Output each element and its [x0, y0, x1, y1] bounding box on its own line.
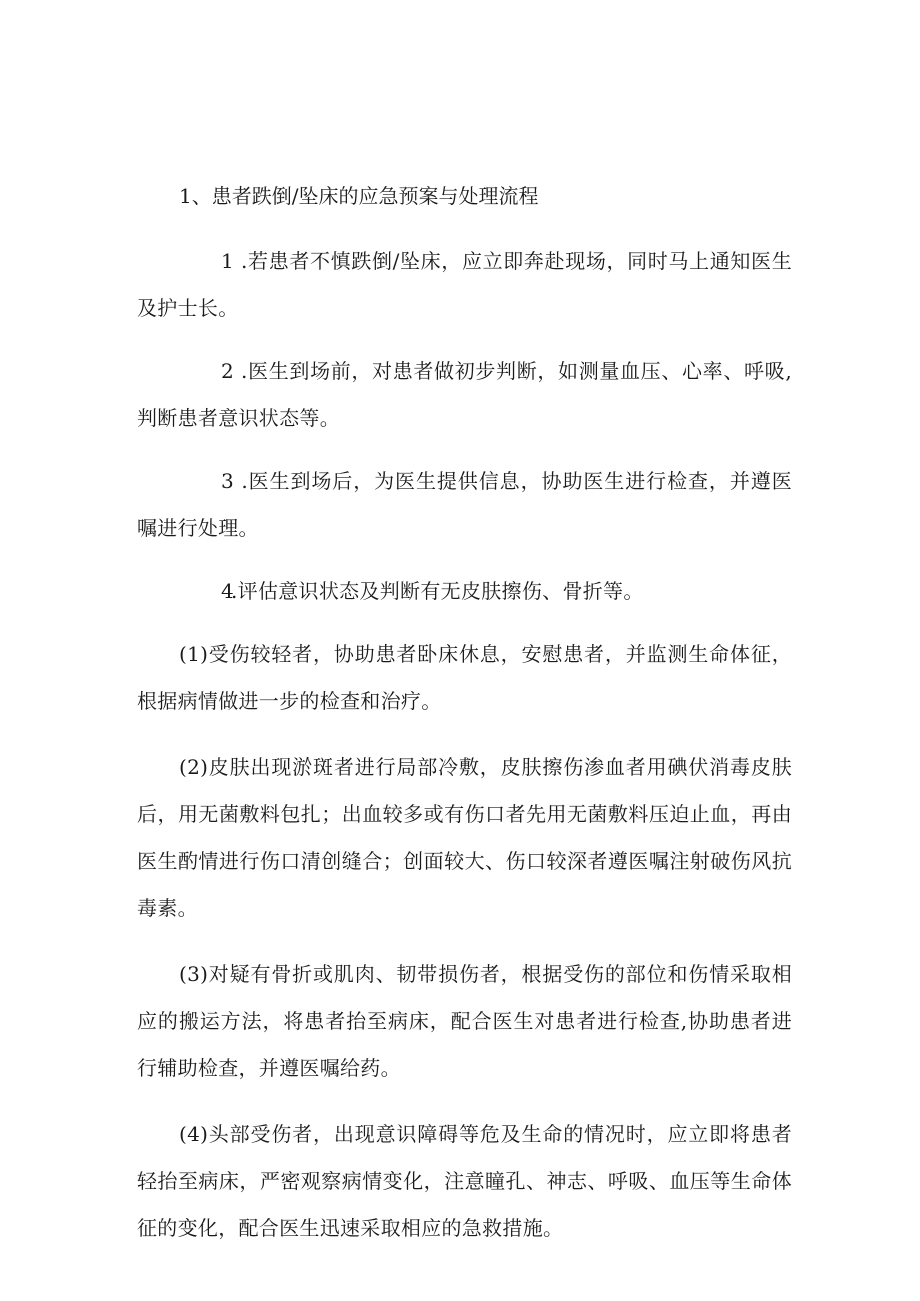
step-number: 4: [221, 579, 235, 603]
substep-4: (4)头部受伤者，出现意识障碍等危及生命的情况时，应立即将患者轻抬至病床，严密观察病情变化，注意瞳孔、神志、呼吸、血压等生命体征的变化，配合医生迅速采取相应的急救措施。: [137, 1122, 792, 1240]
step-4: [137, 568, 792, 615]
step-3: [137, 458, 792, 552]
step-text: .医生到场前，对患者做初步判断，如测量血压、心率、呼吸,判断患者意识状态等。: [137, 359, 792, 430]
step-text: .医生到场后，为医生提供信息，协助医生进行检查，并遵医嘱进行处理。: [137, 469, 792, 540]
step-2: [137, 348, 792, 442]
step-1: [137, 238, 792, 332]
document-body: [137, 180, 792, 1271]
substep-2: (2)皮肤出现淤斑者进行局部冷敷，皮肤擦伤渗血者用碘伏消毒皮肤后，用无菌敷料包扎；出血较多或有伤口者先用无菌敷料压迫止血，再由医生酌情进行伤口清创缝合；创面较大、伤口较深者遵医嘱注射破伤风抗毒素。: [137, 755, 792, 920]
step-text: .若患者不慎跌倒/坠床，应立即奔赴现场，同时马上通知医生及护士长。: [137, 249, 792, 320]
step-number: 3: [221, 469, 235, 493]
step-text: .评估意识状态及判断有无皮肤擦伤、骨折等。: [231, 579, 644, 603]
substep-3: (3)对疑有骨折或肌肉、韧带损伤者，根据受伤的部位和伤情采取相应的搬运方法，将患者抬至病床，配合医生对患者进行检查,协助患者进行辅助检查，并遵医嘱给药。: [137, 962, 792, 1080]
document-title: 1、患者跌倒/坠床的应急预案与处理流程: [179, 184, 539, 208]
step-number: 1: [221, 249, 235, 273]
step-number: 2: [221, 359, 235, 383]
substep-1: (1)受伤较轻者，协助患者卧床休息，安慰患者，并监测生命体征，根据病情做进一步的检查和治疗。: [137, 642, 792, 713]
